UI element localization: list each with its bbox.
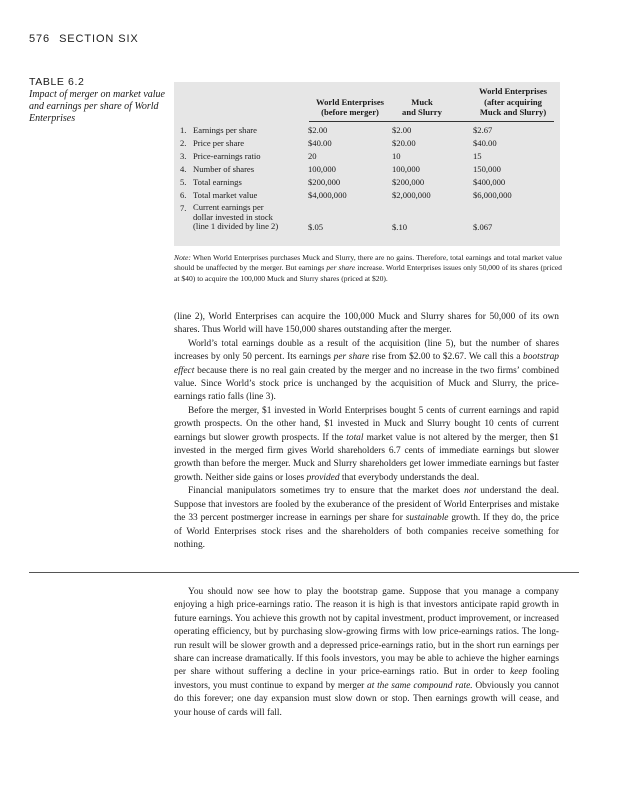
cell-world-after: $40.00 (473, 138, 497, 148)
col-header-muck-slurry (392, 86, 452, 118)
table-row (180, 138, 560, 149)
table-row (180, 164, 560, 175)
cell-muck-slurry: $2.00 (392, 125, 412, 135)
text-run: that everybody understands the deal. (341, 472, 480, 483)
cell-world-before: $40.00 (308, 138, 332, 148)
col-header-line: Muck (411, 96, 433, 107)
table-row (180, 125, 560, 136)
row-label-line: (line 1 divided by line 2) (193, 221, 279, 232)
cell-world-before: $2.00 (308, 125, 328, 135)
text-run: rise from $2.00 to $2.67. We call this a (371, 352, 521, 363)
page-number: 576 (29, 33, 51, 45)
cell-world-before: 100,000 (308, 164, 336, 174)
note-text: When World Enterprises purchases Muck and Slurry, there are no gains. Therefore, total earnings and total market value should be unaffected by the merger. But earnings (174, 253, 562, 273)
row-number: 2. (180, 138, 187, 148)
cell-world-after: $400,000 (473, 177, 506, 187)
boxed-text (174, 586, 559, 720)
row-number: 4. (180, 164, 187, 174)
row-label: Number of shares (193, 164, 255, 174)
text-run: because there is no real gain created by the merger and no increase in the two firms’ combined value. Since World’s stock price is unchanged by the acquisition of Muck and Slurry, the price-earnings ratio falls (line 3). (174, 365, 560, 403)
cell-world-before: $.05 (308, 222, 324, 232)
table-6-2 (174, 82, 560, 246)
text-run: Financial manipulators sometimes try to ensure that the market does (188, 486, 460, 497)
row-label: Total earnings (193, 177, 242, 187)
table-title: Impact of merger on market value and earnings per share of World Enterprises (29, 89, 165, 124)
paragraph (174, 485, 559, 552)
paragraph (174, 311, 559, 338)
cell-muck-slurry: $2,000,000 (392, 190, 431, 200)
section-title: SECTION SIX (59, 33, 139, 45)
text-run: World’s total earnings double as a result of the acquisition (line 5), but the number of shares increases by only 50 percent. Its earnings (174, 338, 559, 363)
note-text: increase. World Enterprises issues only 50,000 of its shares (priced at $40) to acquire the 100,000 Muck and Slurry shares (priced at $20). (174, 263, 562, 283)
paragraph (174, 405, 559, 485)
paragraph (174, 338, 559, 405)
cell-world-before: $4,000,000 (308, 190, 347, 200)
table-note (174, 253, 562, 284)
paragraph (174, 586, 559, 720)
cell-world-before: $200,000 (308, 177, 341, 187)
table-row (180, 151, 560, 162)
emphasis: sustainable (405, 513, 449, 524)
table-caption (29, 76, 169, 125)
text-run: Obviously you cannot do this forever; one day expansion must slow down or stop. Then earnings growth will cease, and your house of cards will fall. (174, 680, 560, 718)
row-label: Price per share (193, 138, 245, 148)
cell-muck-slurry: 100,000 (392, 164, 420, 174)
text-run: fooling investors, you must continue to expand by merger (174, 667, 560, 691)
note-emphasis: per share (326, 263, 356, 273)
row-label: Price-earnings ratio (193, 151, 261, 161)
cell-world-after: $6,000,000 (473, 190, 512, 200)
cell-world-after: 15 (473, 151, 482, 161)
col-header-line: (before merger) (321, 107, 379, 118)
emphasis: keep (510, 667, 528, 678)
emphasis: provided (306, 472, 340, 483)
row-label (193, 203, 311, 232)
col-header-line: Muck and Slurry) (479, 107, 547, 118)
cell-muck-slurry: $20.00 (392, 138, 416, 148)
table-row (180, 190, 560, 201)
header-rule (309, 121, 554, 122)
cell-muck-slurry: $200,000 (392, 177, 425, 187)
row-number: 7. (180, 203, 187, 213)
text-run: Before the merger, $1 invested in World Enterprises bought 5 cents of current earnings and rapid growth prospects. On the other hand, $1 invested in Muck and Slurry bought 10 cents of current earnings but slower growth prospects. If the (174, 405, 559, 443)
cell-world-after: 150,000 (473, 164, 501, 174)
body-text (174, 311, 559, 552)
table-row (180, 177, 560, 188)
emphasis: not (464, 486, 477, 497)
col-header-world-after (466, 86, 560, 118)
col-header-line: (after acquiring (484, 96, 542, 107)
emphasis: total (346, 432, 364, 443)
row-number: 6. (180, 190, 187, 200)
row-label: Total market value (193, 190, 258, 200)
text-run: understand the deal. Suppose that investors are fooled by the exuberance of the president of World Enterprises and mistake the 33 percent postmerger increase in earnings per share for (174, 486, 559, 524)
row-label: Earnings per share (193, 125, 257, 135)
row-label-line: dollar invested in stock (193, 211, 273, 222)
cell-muck-slurry: 10 (392, 151, 401, 161)
row-label-line: Current earnings per (193, 202, 264, 212)
col-header-line: World Enterprises (478, 86, 548, 96)
emphasis: bootstrap effect (174, 352, 559, 376)
text-run: (line 2), World Enterprises can acquire the 100,000 Muck and Slurry shares for 50,000 of its own shares. Thus World will have 150,000 shares outstanding after the merger. (174, 312, 559, 336)
emphasis: per share (333, 352, 370, 363)
note-label: Note: (174, 253, 191, 262)
col-header-line: and Slurry (402, 107, 442, 118)
cell-world-after: $.067 (473, 222, 493, 232)
text-run: market value is not altered by the merger, then $1 invested in the merged firm gives World shareholders 6.7 cents of immediate earnings but slower growth than before the merger. Muck and Slurry shareholders get lower immediate earnings but faster growth. Neither side gains or loses (174, 432, 559, 483)
table-row (180, 203, 560, 237)
text-run: growth. If they do, the price of World Enterprises stock rises and the shareholders of both companies receive something for nothing. (174, 513, 559, 550)
cell-world-after: $2.67 (473, 125, 493, 135)
section-divider (29, 572, 579, 573)
col-header-world-before (302, 86, 398, 118)
cell-world-before: 20 (308, 151, 317, 161)
running-head (29, 33, 139, 45)
row-number: 5. (180, 177, 187, 187)
cell-muck-slurry: $.10 (392, 222, 408, 232)
text-run: You should now see how to play the bootstrap game. Suppose that you manage a company enjoying a high price-earnings ratio. The reason it is high is that investors anticipate rapid growth in future earnings. You achieve this growth not by capital investment, product improvement, or increased operating efficiency, but by purchasing slow-growing firms with low price-earnings ratios. The long-run result will be slower growth and a depressed price-earnings ratio, but in the short run earnings per share can increase dramatically. If this fools investors, you may be able to achieve the higher earnings per share without suffering a decline in your price-earnings ratio. But in order to (174, 587, 559, 678)
row-number: 3. (180, 151, 187, 161)
col-header-line: World Enterprises (315, 96, 385, 107)
row-number: 1. (180, 125, 187, 135)
table-label: TABLE 6.2 (29, 76, 85, 88)
emphasis: at the same compound rate. (367, 680, 473, 691)
